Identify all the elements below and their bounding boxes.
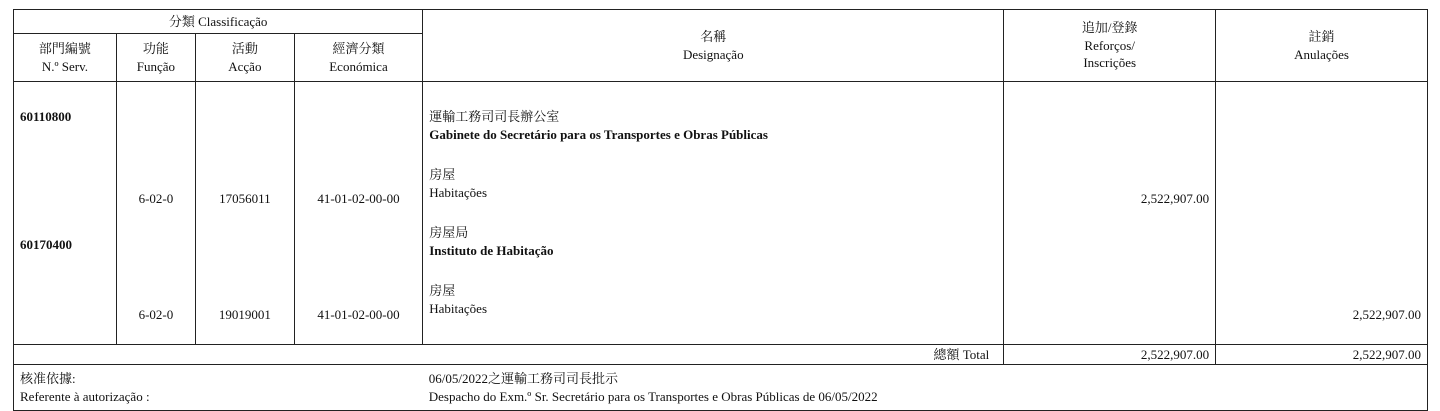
economic-header-zh: 經濟分類 xyxy=(332,40,385,56)
economic-code xyxy=(301,224,417,282)
dept-header-zh: 部門編號 xyxy=(38,40,91,56)
classification-header: 分類 Classificação xyxy=(14,10,423,34)
reinforcement-amount xyxy=(1010,282,1209,332)
reinforcement-amount xyxy=(1010,108,1209,166)
economic-column xyxy=(294,82,423,345)
designation-pt: Gabinete do Secretário para os Transportes e Obras Públicas xyxy=(429,126,768,142)
economic-code: 41-01-02-00-00 xyxy=(317,191,400,206)
annulment-amount xyxy=(1222,224,1421,282)
annulment-amount xyxy=(1222,108,1421,166)
dept-column xyxy=(14,82,117,345)
dept-header-pt: N.º Serv. xyxy=(41,58,88,74)
dept-code: 60110800 xyxy=(20,109,72,124)
designation-header xyxy=(423,10,1004,82)
function-header xyxy=(116,34,195,82)
function-code xyxy=(123,108,189,166)
action-column xyxy=(196,82,295,345)
reinforcements-column xyxy=(1004,82,1216,345)
designation-pt: Instituto de Habitação xyxy=(429,242,554,258)
action-code: 17056011 xyxy=(219,191,271,206)
dept-header xyxy=(14,34,117,82)
annulments-column xyxy=(1216,82,1428,345)
annulment-amount: 2,522,907.00 xyxy=(1352,307,1421,322)
reinforcements-header-zh: 追加/登錄 xyxy=(1081,20,1138,36)
action-header-zh: 活動 xyxy=(231,40,258,56)
annulments-header xyxy=(1216,10,1428,82)
designation-pt: Habitações xyxy=(429,184,488,200)
action-header xyxy=(196,34,295,82)
action-code: 19019001 xyxy=(218,307,271,322)
economic-header-pt: Económica xyxy=(329,58,388,74)
designation-entry xyxy=(429,224,997,282)
annulment-amount xyxy=(1222,166,1421,224)
function-code: 6-02-0 xyxy=(138,191,174,206)
action-header-pt: Acção xyxy=(228,58,262,74)
dept-code xyxy=(20,294,110,344)
reinforcements-header-pt1: Reforços/ xyxy=(1084,37,1135,53)
dispatch-zh: 06/05/2022之運輸工務司司長批示 xyxy=(428,370,618,386)
designation-zh: 運輸工務司司長辦公室 xyxy=(429,109,560,124)
economic-code: 41-01-02-00-00 xyxy=(317,307,400,322)
total-reinforcements: 2,522,907.00 xyxy=(1004,345,1216,365)
reinforcements-header-pt2: Inscrições xyxy=(1083,55,1137,71)
annulments-header-zh: 註銷 xyxy=(1308,28,1335,44)
designation-column xyxy=(423,82,1004,345)
total-annulments: 2,522,907.00 xyxy=(1216,345,1428,365)
function-code xyxy=(123,224,189,282)
authorization-basis-zh: 核准依據: xyxy=(20,370,76,386)
designation-zh: 房屋局 xyxy=(429,225,469,240)
designation-entry xyxy=(429,282,997,332)
designation-zh: 房屋 xyxy=(429,167,456,182)
economic-code xyxy=(301,108,417,166)
designation-pt: Habitações xyxy=(429,300,488,316)
designation-zh: 房屋 xyxy=(429,283,456,298)
authorization-basis-pt: Referente à autorização : xyxy=(20,388,150,404)
reinforcements-header xyxy=(1004,10,1216,82)
dept-code xyxy=(20,166,110,224)
reinforcement-amount xyxy=(1010,224,1209,282)
total-row xyxy=(14,345,1428,365)
reinforcement-amount: 2,522,907.00 xyxy=(1140,191,1210,206)
designation-header-pt: Designação xyxy=(682,46,744,62)
economic-header xyxy=(294,34,423,82)
action-code xyxy=(202,224,288,282)
function-code: 6-02-0 xyxy=(138,307,174,322)
function-header-zh: 功能 xyxy=(142,40,169,56)
total-label: 總額 Total xyxy=(14,345,1004,365)
function-column xyxy=(116,82,195,345)
designation-entry xyxy=(429,166,997,224)
action-code xyxy=(202,108,288,166)
body-row xyxy=(14,82,1428,345)
dispatch-pt: Despacho do Exm.º Sr. Secretário para os Transportes e Obras Públicas de 06/05/2022 xyxy=(428,388,878,404)
function-header-pt: Função xyxy=(136,58,176,74)
designation-entry xyxy=(429,108,997,166)
header-row-1 xyxy=(14,10,1428,34)
annulments-header-pt: Anulações xyxy=(1294,46,1349,62)
designation-header-zh: 名稱 xyxy=(700,28,727,44)
dept-code: 60170400 xyxy=(20,237,72,252)
budget-table xyxy=(13,9,1428,411)
